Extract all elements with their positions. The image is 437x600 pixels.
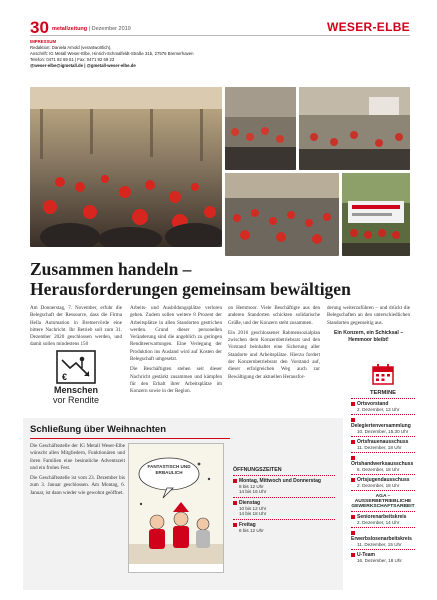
infographic <box>30 350 122 410</box>
article-paragraph: derung weiterzuführen – und drückt die Belegschaften an den unterschiedlichen Standorten gegenseitig aus. <box>327 305 410 326</box>
bullet-square-icon <box>351 553 355 557</box>
hours-row <box>233 522 335 533</box>
aga-title-line: AGA – AUSSERBETRIEBLICHE <box>354 494 412 504</box>
impressum-title: IMPRESSUM <box>30 39 57 44</box>
termin-date: 2. Dezember, 13 Uhr <box>357 407 400 412</box>
termin-item: Erwerbslosenarbeitskreis 11. Dezember, 15 Uhr <box>351 530 415 547</box>
termin-date: 6. Dezember, 18 Uhr <box>357 467 400 472</box>
magazine-name <box>52 26 131 32</box>
magazine-issue: | Dezember 2019 <box>88 26 131 32</box>
aga-title-line: GEWERKSCHAFTSARBEIT <box>351 504 415 509</box>
divider <box>351 398 415 399</box>
hours-day: Freitag <box>233 522 335 528</box>
hours-time: 10 bis 12 Uhr <box>239 506 267 511</box>
termin-item: U-Team 16. Dezember, 18 Uhr <box>351 552 415 563</box>
photo-crowd-wide <box>225 173 339 256</box>
hours-time: 8 bis 12 Uhr <box>239 528 264 533</box>
menschen-vor-rendite-icon <box>56 350 96 384</box>
termin-date: 11. Dezember, 15 Uhr <box>357 542 402 547</box>
article-column-2 <box>130 305 222 399</box>
article-closing-slogan: Ein Konzern, ein Schicksal – Hemmoor bleibt! <box>333 329 404 344</box>
infographic-label-2: vor Rendite <box>52 395 100 405</box>
hours-row <box>233 478 335 494</box>
hours-time: 8 bis 12 Uhr <box>239 484 264 489</box>
termin-item: Ortsfrauenausschuss 11. Dezember, 18 Uhr <box>351 439 415 450</box>
termin-date: 2. Dezember, 18 Uhr <box>357 483 400 488</box>
bullet-square-icon <box>233 501 237 505</box>
closure-text <box>30 443 125 500</box>
termin-item: Ortshandwerksausschuss 6. Dezember, 18 Uhr <box>351 455 415 472</box>
closure-paragraph: Die Geschäftsstelle der IG Metall Weser-Elbe wünscht allen Mitgliedern, Funktionären und ihren Familien eine besinnliche Adventszeit und ein frohes Fest. <box>30 443 125 471</box>
article-paragraph: Arbeits- und Ausbildungsplätze verloren gehen. Zudem sollen weitere 8 Prozent der Arbeitsplätze in allen Standorten gestrichen werden. Grund dieser personellen Veränderung sind die angeblich zu geringen Renditeerwartungen. Eine Verlegung der Produktion ins Ausland wird auf Kosten der Belegschaft umgesetzt. <box>130 305 222 363</box>
photo-meeting-room <box>225 87 296 170</box>
termin-item: Ortsjugendausschuss 2. Dezember, 18 Uhr <box>351 477 415 488</box>
bullet-square-icon <box>233 523 237 527</box>
cartoon <box>128 443 224 573</box>
opening-hours-title: ÖFFNUNGSZEITEN <box>233 467 282 473</box>
hours-time: 14 bis 18 Uhr <box>239 511 267 516</box>
termin-date: 2. Dezember, 14 Uhr <box>357 520 400 525</box>
termin-item: Ortsvorstand 2. Dezember, 13 Uhr <box>351 401 415 412</box>
divider <box>233 497 335 498</box>
impressum-line: @weser-elbe@igmetall.de | @gmetall-weser-elbe.de <box>30 63 136 68</box>
bullet-square-icon <box>351 418 355 422</box>
hours-row <box>233 500 335 516</box>
bullet-square-icon <box>233 479 237 483</box>
termin-date: 11. Dezember, 18 Uhr <box>357 445 402 450</box>
article-column-4 <box>327 305 410 347</box>
bullet-square-icon <box>351 515 355 519</box>
bullet-square-icon <box>351 402 355 406</box>
cartoon-speech: FANTASTISCH UND ERBAULICH <box>147 464 191 475</box>
article-headline <box>30 259 415 299</box>
calendar-icon <box>372 363 394 385</box>
article-paragraph: on Hemmoor. Viele Beschäftigte aus den anderen Standorten schickten solidarische Grüße, und der Konzern steht zusammen. <box>228 305 320 326</box>
bullet-square-icon <box>351 478 355 482</box>
impressum <box>30 39 230 69</box>
closure-title: Schließung über Weihnachten <box>30 424 167 435</box>
divider <box>351 549 415 550</box>
headline-line-1: Zusammen handeln – <box>30 259 192 279</box>
article-column-1 <box>30 305 122 352</box>
article-paragraph: Ein 2016 geschlossener Rahmensozialplan zwischen dem Konzernbetriebsrat und den Vorstand beinhaltet eine Sicherung aller Standorte und Arbeitsplätze. Hierzu fordert der Konzernbetriebsrat den Vorstand auf, dieser erfolgreichen Weg auch zur Bewältigung der aktuellen Herausfor- <box>228 329 320 380</box>
impressum-line: Telefon: 0471 92 69 51 | Fax: 0471 92 69 23 <box>30 57 115 62</box>
header-rule <box>30 35 410 36</box>
termin-item: Seniorenarbeitskreis 2. Dezember, 14 Uhr <box>351 514 415 525</box>
region-badge: WESER-ELBE <box>326 20 410 34</box>
divider <box>351 490 415 491</box>
article-paragraph: Am Donnerstag, 7. November, erfuhr die Belegschaft der Ressource, dass die Firma Hella Automation in Bremervörde eine bittere Nachricht. Ihr Betrieb soll zum 31. Dezember 2020 geschlossen werden, und damit sollen mindestens 150 <box>30 305 122 348</box>
divider <box>351 452 415 453</box>
divider <box>233 519 335 520</box>
impressum-line: Redaktion: Daniela Arnold (verantwortlich), <box>30 45 112 50</box>
termine-list <box>351 390 415 563</box>
divider <box>351 511 415 512</box>
divider <box>351 414 415 415</box>
hours-day: Dienstag <box>233 500 335 506</box>
magazine-title: metallzeitung <box>52 26 88 32</box>
infographic-label-1: Menschen <box>53 385 98 395</box>
bullet-square-icon <box>351 440 355 444</box>
headline-line-2: Herausforderungen gemeinsam bewältigen <box>30 279 351 299</box>
divider <box>233 475 335 476</box>
closure-paragraph: Die Geschäftsstelle ist vom 23. Dezember bis zum 3. Januar geschlossen. Am Montag, 6. Januar, ist dann wieder wie gewohnt geöffnet. <box>30 475 125 496</box>
bullet-square-icon <box>351 531 355 535</box>
aga-title <box>351 494 415 509</box>
impressum-line: Anschrift: IG Metall Weser-Elbe, Hinrich-Schmalfeldt-Straße 31b, 27576 Bremerhaven <box>30 51 194 56</box>
hours-day: Montag, Mittwoch und Donnerstag <box>233 478 335 484</box>
closure-rule <box>30 438 230 439</box>
photo-hall-audience <box>299 87 410 170</box>
termine-title: TERMINE <box>369 390 397 396</box>
divider <box>351 436 415 437</box>
photo-outdoor-banner <box>342 173 410 256</box>
article-column-3 <box>228 305 320 384</box>
divider <box>351 474 415 475</box>
termin-date: 10. Dezember, 15.30 Uhr <box>357 429 409 434</box>
divider <box>351 527 415 528</box>
photo-main-hall <box>30 87 222 247</box>
opening-hours <box>233 467 335 533</box>
hours-time: 14 bis 16 Uhr <box>239 489 267 494</box>
termin-date: 16. Dezember, 18 Uhr <box>357 558 402 563</box>
article-paragraph: Die Beschäftigten stehen seit dieser Nachricht gestärkt zusammen und kämpfen für den Erhalt ihrer Arbeitsplätze im Konzern sowie in der Region. <box>130 366 222 395</box>
svg-text:€: € <box>62 372 68 382</box>
termin-item: Delegiertenversammlung 10. Dezember, 15.30 Uhr <box>351 417 415 434</box>
page-number: 30 <box>30 18 49 37</box>
bullet-square-icon <box>351 456 355 460</box>
